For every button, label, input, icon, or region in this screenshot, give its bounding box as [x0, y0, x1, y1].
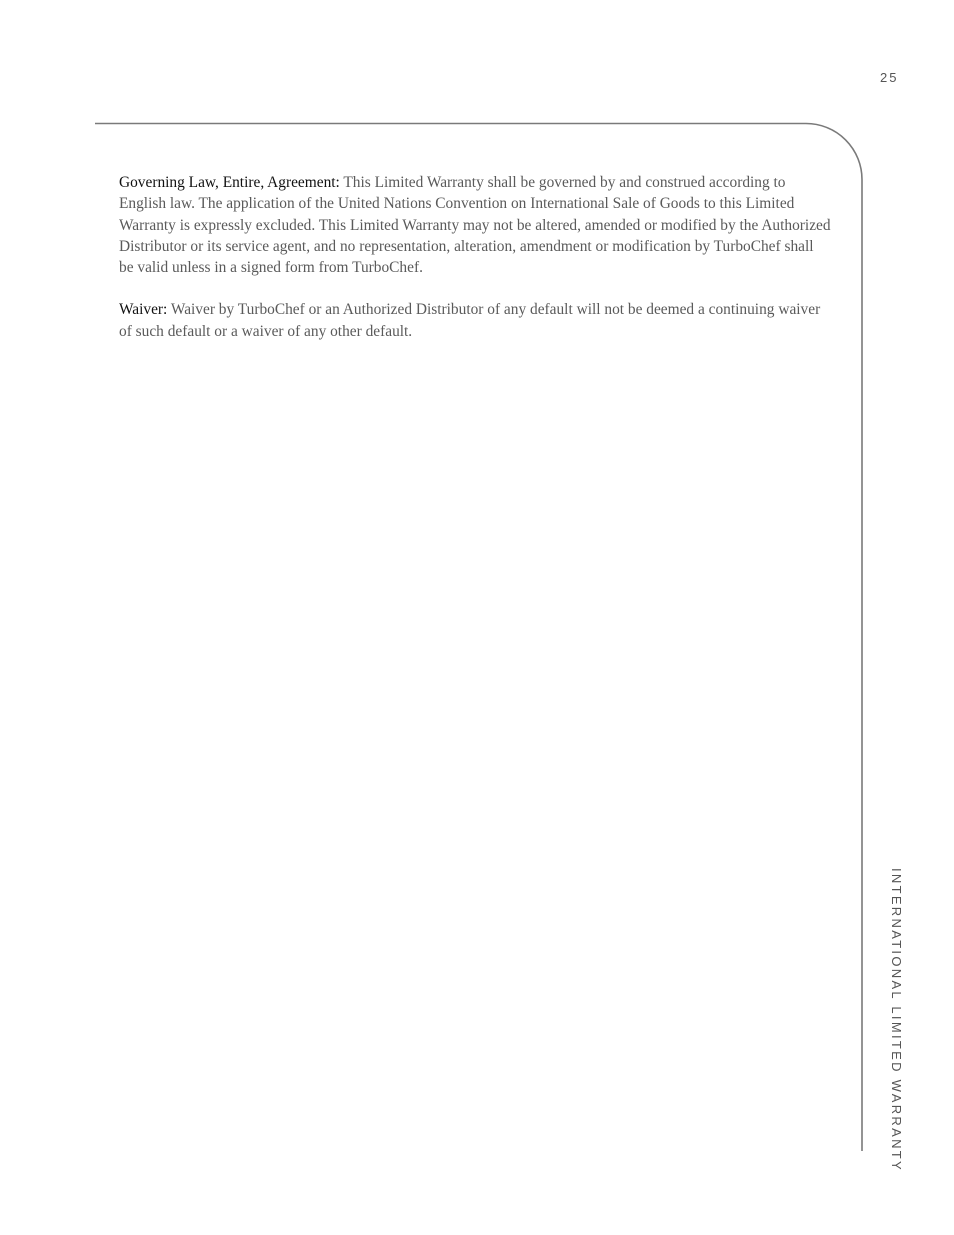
waiver-term: Waiver:	[119, 301, 168, 319]
section-side-label: INTERNATIONAL LIMITED WARRANTY	[889, 868, 904, 1172]
page-number: 25	[880, 70, 899, 85]
document-body	[119, 172, 831, 363]
waiver-text: Waiver by TurboChef or an Authorized Distributor of any default will not be deemed a continuing waiver of such default or a waiver of any other default.	[119, 301, 821, 340]
governing-law-text: This Limited Warranty shall be governed by and construed according to English law. The application of the United Nations Convention on International Sale of Goods to this Limited Warranty is expressly excluded. This Limited Warranty may not be altered, amended or modified by the Authorized Distributor or its service agent, and no representation, alteration, amendment or modification by TurboChef shall be valid unless in a signed form from TurboChef.	[119, 174, 831, 277]
governing-law-term: Governing Law, Entire, Agreement:	[119, 174, 340, 191]
waiver-paragraph	[119, 299, 831, 342]
governing-law-paragraph	[119, 172, 831, 278]
